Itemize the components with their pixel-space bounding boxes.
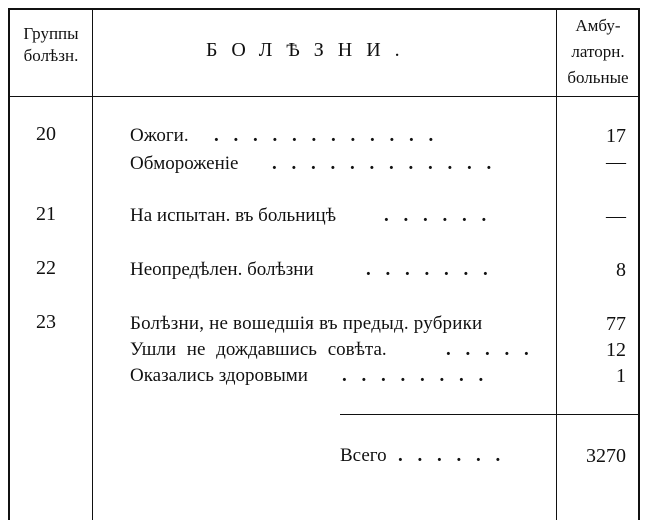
group-number: 23: [36, 311, 56, 333]
header-ambulatory-line3: больные: [567, 68, 629, 87]
left-border: [8, 8, 10, 520]
header-rule: [8, 96, 640, 97]
dot-leader: . . . . . . . . . . . .: [214, 125, 439, 146]
total-count: 3270: [586, 445, 626, 467]
header-diseases: БОЛѢЗНИ.: [206, 39, 414, 61]
header-ambulatory-line1: Амбу-: [575, 16, 621, 35]
ambulatory-count: —: [606, 151, 626, 173]
disease-name: На испытан. въ больницѣ: [130, 205, 337, 226]
disease-name: Болѣзни, не вошедшія въ предыд. рубрики: [130, 313, 483, 334]
dot-leader: . . . . .: [446, 339, 534, 360]
dot-leader: . . . . . . . .: [342, 365, 489, 386]
ambulatory-count: 8: [616, 259, 626, 281]
top-rule: [8, 8, 640, 10]
ambulatory-count: 77: [606, 313, 626, 335]
ambulatory-count: 1: [616, 365, 626, 387]
dot-leader: . . . . . .: [384, 205, 492, 226]
header-groups-line2: болѣзн.: [23, 46, 79, 65]
total-rule: [340, 414, 640, 415]
ambulatory-count: 12: [606, 339, 626, 361]
disease-name: Оказались здоровыми: [130, 365, 308, 386]
column-divider-1: [92, 10, 93, 520]
group-number: 21: [36, 203, 56, 225]
dot-leader: . . . . . . .: [366, 259, 493, 280]
ambulatory-count: —: [606, 205, 626, 227]
group-number: 22: [36, 257, 56, 279]
header-groups-line1: Группы: [23, 24, 79, 43]
disease-name: Ожоги.: [130, 125, 189, 146]
dot-leader: . . . . . .: [398, 445, 506, 466]
group-number: 20: [36, 123, 56, 145]
disease-name: Обмороженіе: [130, 153, 239, 174]
total-label: Всего: [340, 445, 387, 466]
disease-name: Неопредѣлен. болѣзни: [130, 259, 314, 280]
disease-name: Ушли не дождавшись совѣта.: [130, 339, 387, 360]
dot-leader: . . . . . . . . . . . .: [272, 153, 497, 174]
header-ambulatory-line2: латорн.: [571, 42, 625, 61]
ambulatory-count: 17: [606, 125, 626, 147]
